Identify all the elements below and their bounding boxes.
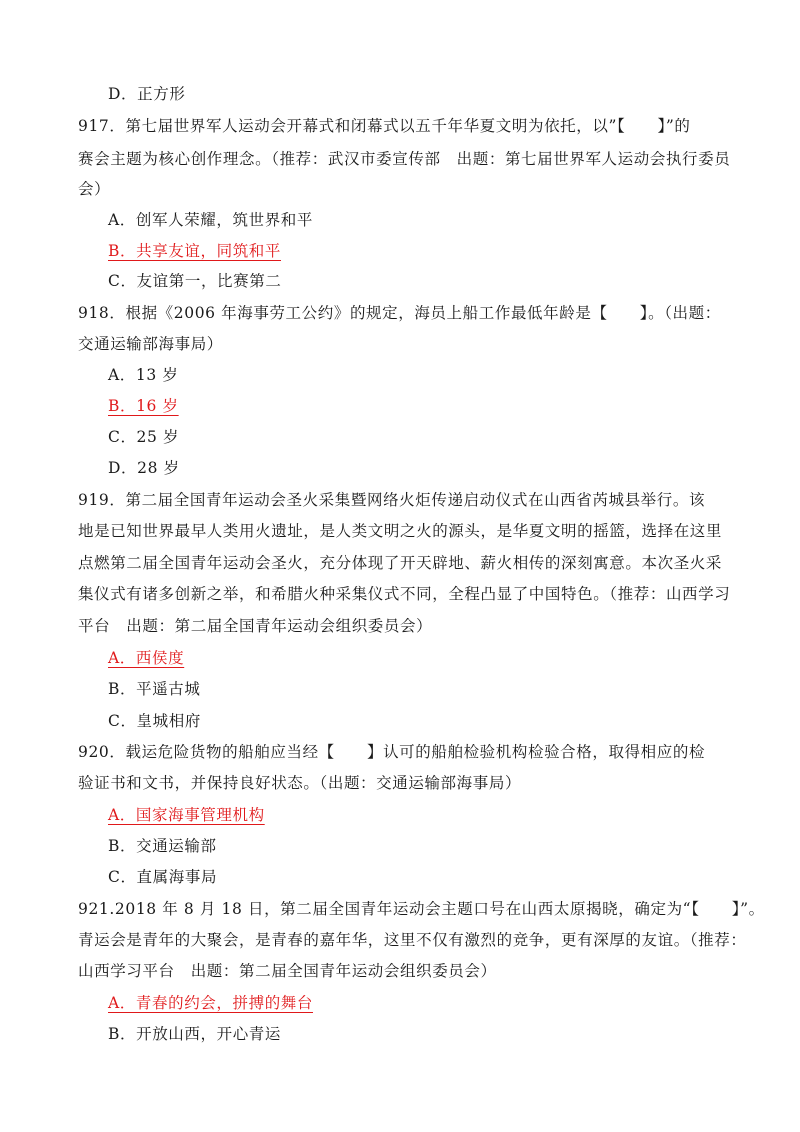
question-text-line: 921.2018 年 8 月 18 日，第二届全国青年运动会主题口号在山西太原揭晓，确定为“【 】”。 <box>78 900 765 918</box>
question-text-line: 地是已知世界最早人类用火遗址，是人类文明之火的源头，是华夏文明的摇篮，选择在这里 <box>78 522 723 540</box>
question-text-line: 青运会是青年的大聚会，是青春的嘉年华，这里不仅有激烈的竞争，更有深厚的友谊。（推荐： <box>78 931 747 949</box>
answer-option: C．25 岁 <box>108 428 180 446</box>
answer-option: B．开放山西，开心青运 <box>108 1025 281 1043</box>
question-text-line: 918．根据《2006 年海事劳工公约》的规定，海员上船工作最低年龄是【 】。（出题： <box>78 304 721 322</box>
question-text-line: 会） <box>78 180 111 198</box>
answer-option: D．正方形 <box>108 85 186 103</box>
answer-option: C．直属海事局 <box>108 868 218 886</box>
question-text-line: 赛会主题为核心创作理念。（推荐：武汉市委宣传部 出题：第七届世界军人运动会执行委员 <box>78 150 731 168</box>
question-text-line: 点燃第二届全国青年运动会圣火，充分体现了开天辟地、薪火相传的深刻寓意。本次圣火采 <box>78 554 723 572</box>
correct-answer-option: A．青春的约会，拼搏的舞台 <box>108 994 313 1012</box>
question-text-line: 交通运输部海事局） <box>78 335 223 353</box>
question-text-line: 验证书和文书，并保持良好状态。（出题：交通运输部海事局） <box>78 774 522 792</box>
answer-option: B．平遥古城 <box>108 680 201 698</box>
question-text-line: 山西学习平台 出题：第二届全国青年运动会组织委员会） <box>78 962 497 980</box>
question-text-line: 集仪式有诸多创新之举，和希腊火种采集仪式不同，全程凸显了中国特色。（推荐：山西学习 <box>78 585 731 603</box>
question-text-line: 919．第二届全国青年运动会圣火采集暨网络火炬传递启动仪式在山西省芮城县举行。该 <box>78 491 706 509</box>
answer-option: B．交通运输部 <box>108 837 217 855</box>
answer-option: A．创军人荣耀，筑世界和平 <box>108 211 313 229</box>
question-text-line: 920．载运危险货物的船舶应当经【 】认可的船舶检验机构检验合格，取得相应的检 <box>78 743 706 761</box>
question-text-line: 917．第七届世界军人运动会开幕式和闭幕式以五千年华夏文明为依托，以”【 】”的 <box>78 117 691 135</box>
correct-answer-option: A．国家海事管理机构 <box>108 806 265 824</box>
correct-answer-option: B．16 岁 <box>108 397 179 415</box>
answer-option: D．28 岁 <box>108 459 180 477</box>
answer-option: A．13 岁 <box>108 366 179 384</box>
answer-option: C．友谊第一，比赛第二 <box>108 272 282 290</box>
correct-answer-option: A．西侯度 <box>108 649 185 667</box>
question-text-line: 平台 出题：第二届全国青年运动会组织委员会） <box>78 617 433 635</box>
correct-answer-option: B．共享友谊，同筑和平 <box>108 242 281 260</box>
answer-option: C．皇城相府 <box>108 712 201 730</box>
